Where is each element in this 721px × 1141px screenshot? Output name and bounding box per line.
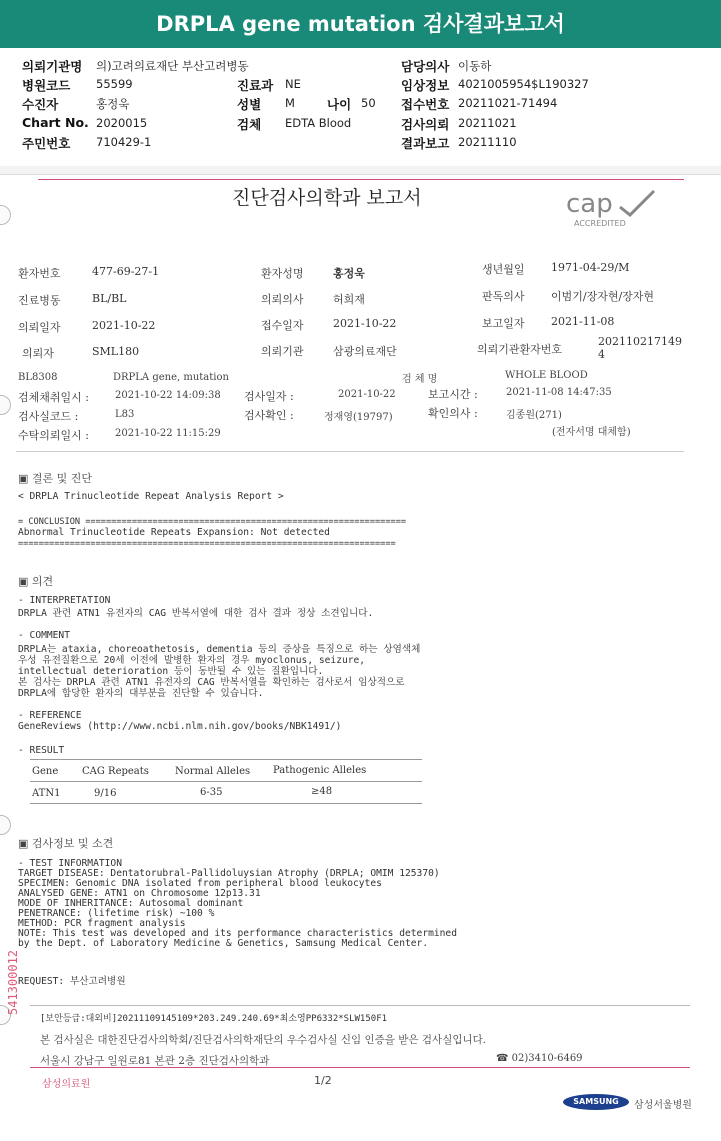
req-org-patient-label: 의뢰기관환자번호 [477, 343, 563, 356]
report-subtitle: < DRPLA Trinucleotide Repeat Analysis Report > [18, 491, 284, 502]
patient-name-value: 홍정욱 [333, 267, 365, 280]
specimen-name-label: 검 체 명 [402, 374, 438, 385]
confirm-doctor-label: 확인의사 : [428, 407, 478, 420]
report-date-label: 보고일자 [482, 317, 525, 330]
cap-accredited-text: ACCREDITED [574, 219, 626, 228]
req-date-label: 의뢰일자 [18, 321, 61, 334]
consign-label: 수탁의뢰일시 : [18, 429, 89, 442]
table-header-cag: CAG Repeats [82, 766, 149, 777]
age-value: 50 [361, 96, 376, 110]
page-number: 1/2 [314, 1074, 332, 1087]
comment-line-4: 본 검사는 DRPLA 관련 ATN1 유전자의 CAG 반복서열을 확인하는 검사로서 임상적으로 [18, 677, 405, 688]
footer-top-rule [30, 1005, 690, 1006]
report-title: 진단검사의학과 보고서 [232, 187, 422, 209]
dept-label: 진료과 [237, 78, 274, 93]
table-cell-gene: ATN1 [32, 788, 61, 799]
comment-line-2: 우성 유전질환으로 20세 이전에 발병한 환자의 경우 myoclonus, seizure, [18, 655, 366, 666]
order-header [0, 48, 721, 167]
institution-label: 의뢰기관명 [22, 59, 83, 74]
e-sign-note: (전자서명 대체함) [552, 427, 631, 438]
test-info-line-3: SPECIMEN: Genomic DNA isolated from peripheral blood leukocytes [18, 878, 382, 889]
meta-rule [16, 451, 684, 452]
table-header-gene: Gene [32, 766, 59, 777]
table-header-rule [30, 781, 422, 782]
patient-label: 수진자 [22, 97, 59, 112]
req-date-value: 2021-10-22 [92, 319, 156, 332]
lab-address: 서울시 강남구 일원로81 본관 2층 진단검사의학과 [40, 1055, 270, 1067]
punch-hole-icon [0, 205, 11, 225]
footer-org-left: 삼성의료원 [42, 1079, 91, 1090]
comment-line-5: DRPLA에 합당한 환자의 대부분을 진단할 수 있습니다. [18, 688, 264, 699]
specimen-value: EDTA Blood [285, 116, 352, 130]
test-info-line-7: METHOD: PCR fragment analysis [18, 918, 186, 929]
table-cell-pathogenic: ≥48 [311, 786, 333, 797]
result-heading: - RESULT [18, 745, 65, 756]
top-rule [38, 179, 684, 180]
test-date-value: 2021-10-22 [338, 389, 396, 400]
checkmark-icon [618, 189, 658, 219]
conclusion-line: = CONCLUSION ============================================================== [18, 517, 407, 527]
table-bottom-rule [30, 803, 422, 804]
comment-heading: - COMMENT [18, 630, 70, 641]
receipt-label: 접수번호 [401, 97, 450, 112]
doctor-label: 담당의사 [401, 59, 450, 74]
confirm-doctor-value: 김종원(271) [506, 410, 562, 421]
lab-code-value: L83 [115, 409, 135, 420]
institution-value: 의)고려의료재단 부산고려병동 [96, 59, 249, 73]
doctor-value: 이동하 [458, 59, 492, 73]
confirm-label: 검사확인 : [244, 409, 294, 422]
specimen-label: 검체 [237, 117, 262, 132]
requester-value: SML180 [92, 345, 140, 358]
cap-accredited-logo [560, 189, 660, 233]
side-barcode-number: 541300012 [6, 949, 20, 1015]
dob-label: 생년월일 [482, 263, 525, 276]
rrn-label: 주민번호 [22, 136, 71, 151]
rec-date-value: 2021-10-22 [333, 317, 397, 330]
requester-label: 의뢰자 [22, 347, 54, 360]
test-code: BL8308 [18, 372, 58, 383]
req-org-value: 삼광의료재단 [333, 345, 397, 358]
specimen-name-value: WHOLE BLOOD [505, 370, 588, 381]
conclusion-end-line: ========================================================================= [18, 539, 396, 549]
punch-hole-icon [0, 815, 11, 835]
reader-label: 판독의사 [482, 290, 525, 303]
rrn-value: 710429-1 [96, 135, 152, 149]
report-time-label: 보고시간 : [428, 388, 478, 401]
clinical-info-value: 4021005954$L190327 [458, 77, 589, 91]
age-label: 나이 [327, 97, 352, 112]
dept-value: NE [285, 77, 301, 91]
collect-label: 검체채취일시 : [18, 391, 89, 404]
report-time-value: 2021-11-08 14:47:35 [506, 387, 612, 398]
test-info-line-2: TARGET DISEASE: Dentatorubral-Pallidoluysian Atrophy (DRPLA; OMIM 125370) [18, 868, 440, 879]
section-conclusion-title: ▣ 결론 및 진단 [18, 472, 93, 485]
hospital-code-value: 55599 [96, 77, 133, 91]
test-info-line-5: MODE OF INHERITANCE: Autosomal dominant [18, 898, 244, 909]
section-testinfo-title: ▣ 검사정보 및 소견 [18, 837, 114, 850]
chart-value: 2020015 [96, 116, 148, 130]
certification-text: 본 검사실은 대한진단검사의학회/진단검사의학재단의 우수검사실 신임 인증을 받은 검사실입니다. [40, 1034, 487, 1046]
lab-phone: ☎ 02)3410-6469 [496, 1053, 583, 1064]
ward-value: BL/BL [92, 292, 127, 305]
comment-line-1: DRPLA는 ataxia, choreoathetosis, dementia 등의 증상을 특징으로 하는 상염색체 [18, 644, 421, 655]
consign-value: 2021-10-22 11:15:29 [115, 428, 221, 439]
footer-hospital-name: 삼성서울병원 [634, 1100, 692, 1111]
test-date-label: 검사일자 : [244, 390, 294, 403]
table-top-rule [30, 759, 422, 760]
confirm-value: 정재영(19797) [324, 412, 393, 423]
punch-hole-icon [0, 395, 11, 415]
patient-no-value: 477-69-27-1 [92, 265, 160, 278]
test-info-line-4: ANALYSED GENE: ATN1 on Chromosome 12p13.31 [18, 888, 261, 899]
dob-value: 1971-04-29/M [551, 261, 630, 274]
samsung-logo: SAMSUNG [563, 1094, 629, 1110]
request-line: REQUEST: 부산고려병원 [18, 976, 126, 987]
test-info-line-1: - TEST INFORMATION [18, 858, 122, 869]
report-date-value: 2021-11-08 [551, 315, 615, 328]
req-org-patient-value: 202110217149 [598, 335, 682, 348]
result-date-label: 결과보고 [401, 136, 450, 151]
section-divider [0, 166, 721, 175]
reader-value: 이범기/장자현/장자현 [551, 290, 655, 303]
collect-value: 2021-10-22 14:09:38 [115, 390, 221, 401]
clinical-info-label: 임상정보 [401, 78, 450, 93]
lab-code-label: 검사실코드 : [18, 410, 79, 423]
patient-name-label: 환자성명 [261, 267, 304, 280]
patient-no-label: 환자번호 [18, 267, 61, 280]
conclusion-text: Abnormal Trinucleotide Repeats Expansion: Not detected [18, 527, 330, 538]
table-header-pathogenic: Pathogenic Alleles [273, 765, 367, 776]
table-header-normal: Normal Alleles [175, 766, 251, 777]
hospital-code-label: 병원코드 [22, 78, 71, 93]
scanned-report [0, 175, 721, 1141]
section-opinion-title: ▣ 의견 [18, 575, 54, 588]
request-date-label: 검사의뢰 [401, 117, 450, 132]
table-cell-normal: 6-35 [200, 787, 223, 798]
test-info-line-6: PENETRANCE: (lifetime risk) ~100 % [18, 908, 215, 919]
cap-logo-text: cap [566, 189, 613, 219]
request-date-value: 20211021 [458, 116, 517, 130]
req-doctor-value: 허희재 [333, 293, 365, 306]
sex-label: 성별 [237, 97, 262, 112]
test-info-line-9: by the Dept. of Laboratory Medicine & Genetics, Samsung Medical Center. [18, 938, 429, 949]
test-name: DRPLA gene, mutation [113, 372, 229, 383]
reference-text: GeneReviews (http://www.ncbi.nlm.nih.gov/books/NBK1491/) [18, 721, 342, 732]
rec-date-label: 접수일자 [261, 319, 304, 332]
receipt-value: 20211021-71494 [458, 96, 558, 110]
sex-value: M [285, 96, 295, 110]
interpretation-heading: - INTERPRETATION [18, 595, 111, 606]
req-org-patient-value-cont: 4 [598, 348, 605, 361]
patient-value: 홍정욱 [96, 97, 130, 111]
ward-label: 진료병동 [18, 294, 61, 307]
result-date-value: 20211110 [458, 135, 517, 149]
req-doctor-label: 의뢰의사 [261, 293, 304, 306]
security-line: [보안등급:대외비]20211109145109*203.249.240.69*최소영PP6332*SLW150F1 [40, 1014, 388, 1024]
footer-pink-rule [30, 1067, 690, 1068]
test-info-line-8: NOTE: This test was developed and its performance characteristics determined [18, 928, 457, 939]
report-banner-title: DRPLA gene mutation 검사결과보고서 [0, 0, 721, 48]
table-cell-cag: 9/16 [94, 788, 117, 799]
interpretation-text: DRPLA 관련 ATN1 유전자의 CAG 반복서열에 대한 검사 결과 정상 소견입니다. [18, 608, 374, 619]
chart-label: Chart No. [22, 115, 89, 130]
comment-line-3: intellectual deterioration 등이 동반될 수 있는 질환입니다. [18, 666, 324, 677]
req-org-label: 의뢰기관 [261, 345, 304, 358]
reference-heading: - REFERENCE [18, 710, 82, 721]
